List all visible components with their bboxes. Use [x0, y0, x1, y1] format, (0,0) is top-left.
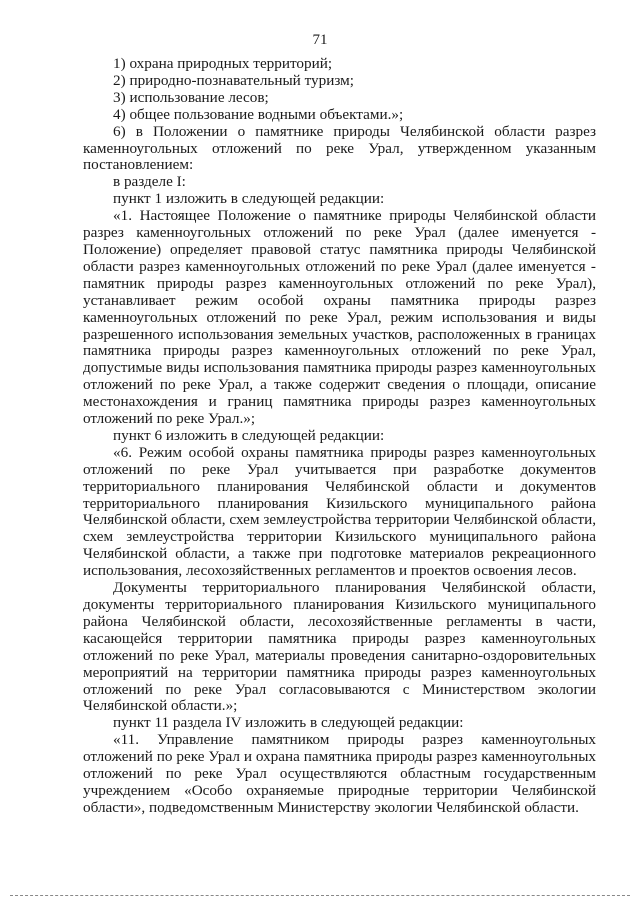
paragraph: «11. Управление памятником природы разрез каменноугольных отложений по реке Урал и охрана памятника природы разрез каменноугольных отложений по реке Урал осуществляются областным государственным учреждением «Особо охраняемые природные территории Челябинской области», подведомственным Министерству экологии Челябинской области. — [83, 731, 596, 816]
page-number: 71 — [312, 32, 328, 48]
paragraph: 6) в Положении о памятнике природы Челябинской области разрез каменноугольных отложений по реке Урал, утвержденном указанным постановлением: — [83, 122, 596, 174]
paragraph: пункт 6 изложить в следующей редакции: — [113, 426, 385, 444]
paragraph: пункт 11 раздела IV изложить в следующей редакции: — [113, 714, 464, 732]
paragraph: 3) использование лесов; — [113, 88, 269, 106]
document-body — [83, 56, 596, 817]
paragraph: 4) общее пользование водными объектами.»; — [113, 105, 404, 123]
paragraph: «6. Режим особой охраны памятника природы разрез каменноугольных отложений по реке Урал учитывается при разработке документов территориального планирования Челябинской области и документов территориального планирования Кизильского муниципального района Челябинской области, схем землеустройства территории Челябинской области, схем землеустройства территории Кизильского муниципального района Челябинской области, а также при подготовке материалов рекреационного использования, лесохозяйственных регламентов и проектов освоения лесов. — [83, 443, 596, 580]
paragraph: 1) охрана природных территорий; — [113, 55, 333, 72]
paragraph: «1. Настоящее Положение о памятнике природы Челябинской области разрез каменноугольных отложений по реке Урал (далее именуется - Положение) определяет правовой статус памятника природы Челябинской области разрез каменноугольных отложений по реке Урал (далее именуется - памятник природы разрез каменноугольных отложений по реке Урал), устанавливает режим особой охраны памятника природы разрез каменноугольных отложений по реке Урал, режим использования и виды разрешенного использования земельных участков, расположенных в границах памятника природы разрез каменноугольных отложений по реке Урал, допустимые виды использования памятника природы разрез каменноугольных отложений по реке Урал, а также содержит сведения о площади, описание местонахождения и границ памятника природы разрез каменноугольных отложений по реке Урал.»; — [83, 207, 596, 428]
page-bottom-rule — [10, 895, 630, 896]
paragraph: Документы территориального планирования Челябинской области, документы территориального планирования Кизильского муниципального района Челябинской области, лесохозяйственные регламенты в части, касающейся территории памятника природы разрез каменноугольных отложений по реке Урал, материалы проведения санитарно-оздоровительных мероприятий на территории памятника природы разрез каменноугольных отложений по реке Урал согласовываются с Министерством экологии Челябинской области.»; — [83, 579, 596, 715]
paragraph: в разделе I: — [113, 173, 186, 191]
paragraph: пункт 1 изложить в следующей редакции: — [113, 190, 385, 208]
paragraph: 2) природно-познавательный туризм; — [113, 71, 354, 89]
